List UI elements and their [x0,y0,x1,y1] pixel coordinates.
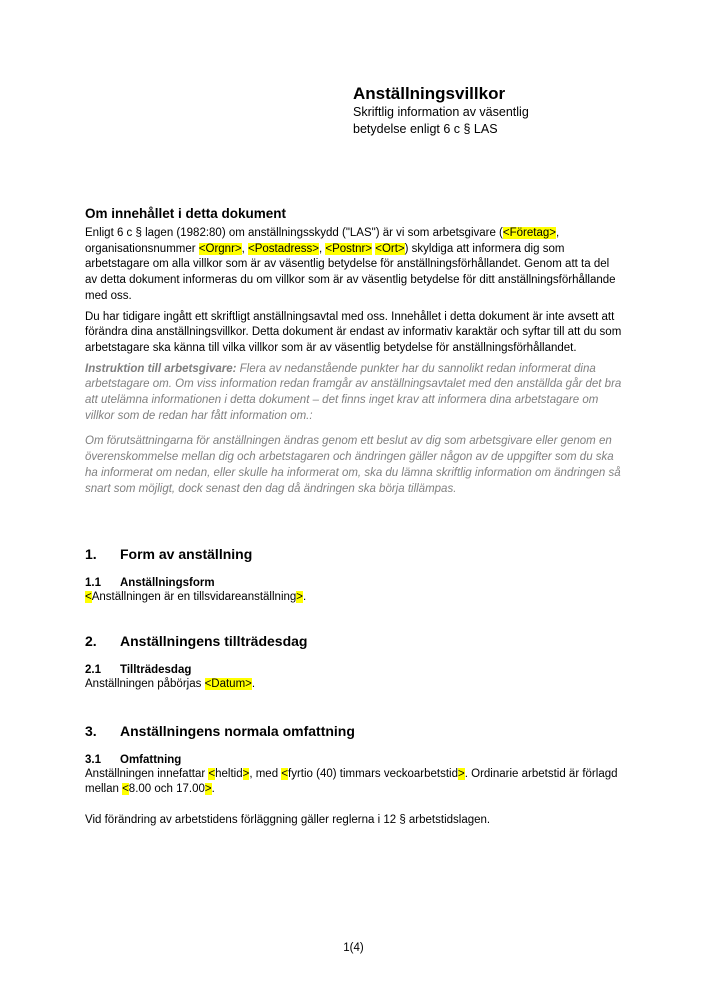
intro-paragraph-1: Enligt 6 c § lagen (1982:80) om anställningsskydd ("LAS") är vi som arbetsgivare (<Företag>, organisationsnummer <Orgnr>, <Postadress>, <Postnr> <Ort>) skyldiga att informera dig som arbetstagare om alla villkor som är av väsentlig betydelse för anställningsförhållandet. Genom att ta del av detta dokument informeras du om villkor som är av väsentlig betydelse för ditt anställningsförhållande med oss. [85,227,616,302]
section-3-number: 3. [85,722,97,739]
title-block [353,84,529,138]
subsection-2-1-heading [85,663,622,677]
intro-paragraph-2: Du har tidigare ingått ett skriftligt anställningsavtal med oss. Innehållet i detta dokument är inte avsett att förändra dina anställningsvillkor. Detta dokument är endast av informativ karaktär och syftar till att du som arbetstagare ska känna till vilka villkor som är av väsentlig betydelse för anställningsförhållandet. [85,310,622,354]
section-2-number: 2. [85,632,97,649]
subsection-3-1-title: Omfattning [120,753,182,766]
subsection-1-1-number: 1.1 [85,577,101,590]
section-1-number: 1. [85,546,97,563]
section-2-title: Anställningens tillträdesdag [120,632,308,649]
section-1-heading [85,546,622,563]
section-3 [85,723,622,829]
subsection-2-1-title: Tillträdesdag [120,663,192,676]
document-title: Anställningsvillkor [353,84,506,103]
section-3-heading [85,723,622,740]
subsection-1-1-title: Anställningsform [120,577,215,590]
subsection-1-1-heading [85,576,622,590]
document-subtitle-line-2: betydelse enligt 6 c § LAS [353,122,498,136]
document-body [85,206,622,829]
page-number: 1(4) [343,942,364,954]
section-1 [85,546,622,606]
section-1-title: Form av anställning [120,546,253,563]
section-3-extra-paragraph: Vid förändring av arbetstidens förläggning gäller reglerna i 12 § arbetstidslagen. [85,814,491,827]
subsection-2-1-number: 2.1 [85,663,101,676]
section-3-body: Anställningen innefattar <heltid>, med <fyrtio (40) timmars veckoarbetstid>. Ordinarie arbetstid är förlagd mellan <8.00 och 17.00>. [85,767,618,796]
section-2-heading [85,633,622,650]
document-subtitle-line-1: Skriftlig information av väsentlig [353,105,529,119]
subsection-3-1-number: 3.1 [85,753,101,766]
section-2 [85,633,622,693]
subsection-3-1-heading [85,753,622,767]
section-2-body: Anställningen påbörjas <Datum>. [85,677,256,690]
instruction-paragraph-1: Instruktion till arbetsgivare: Flera av nedanstående punkter har du sannolikt redan informerat dina arbetstagare om. Om viss information redan framgår av anställningsavtalet med den anställda går det bra att utelämna informationen i detta dokument – det finns inget krav att informera dina arbetstagare om villkor som de redan har fått information om.: [85,362,622,422]
instruction-paragraph-2: Om förutsättningarna för anställningen ändras genom ett beslut av dig som arbetsgivare eller genom en överenskommelse mellan dig och arbetstagaren och ändringen gäller någon av de uppgifter som du ska ha informerat om nedan, eller skulle ha informerat om, ska du lämna skriftlig information om ändringen så snart som möjligt, dock senast den dag då ändringen ska börja tillämpas. [85,435,621,495]
section-1-body: <Anställningen är en tillsvidareanställning>. [85,591,307,604]
intro-heading: Om innehållet i detta dokument [85,206,287,221]
section-3-title: Anställningens normala omfattning [120,722,355,739]
